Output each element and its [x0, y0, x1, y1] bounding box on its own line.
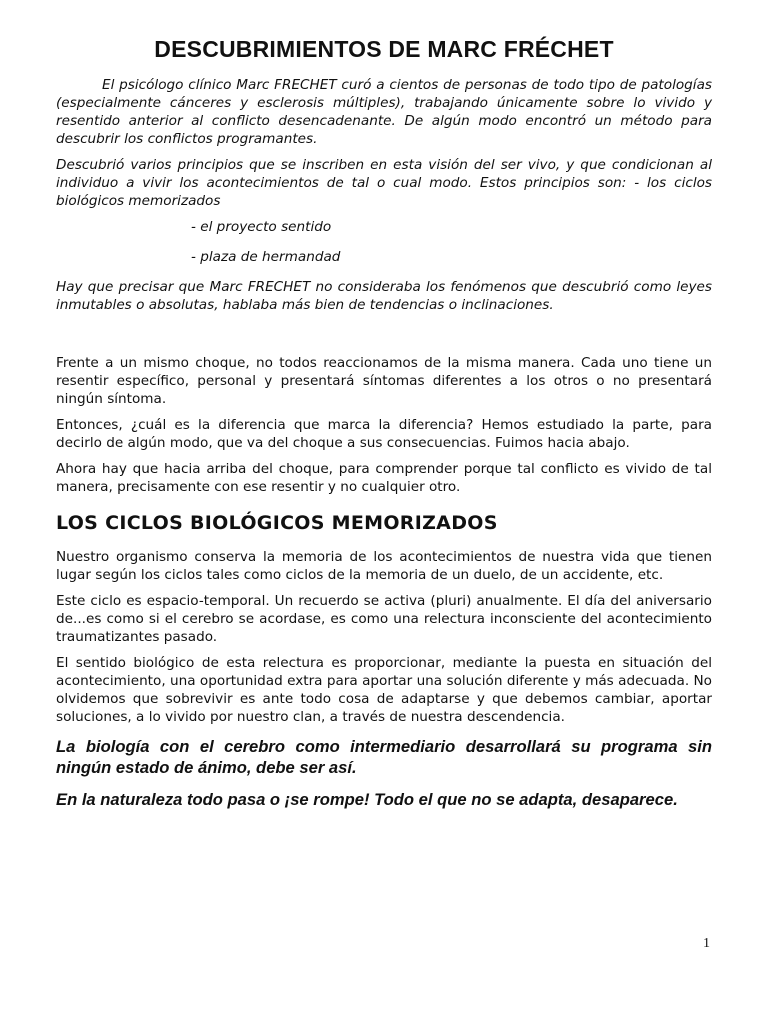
section-paragraph-3: El sentido biológico de esta relectura es proporcionar, mediante la puesta en situación del acontecimiento, una oportunidad extra para aportar una solución diferente y más adecuada. No olvidemos que sobrevivir es ante todo cosa de adaptarse y que debemos cambiar, aportar soluciones, a lo vivido por nuestro clan, a través de nuestra descendencia. — [56, 655, 712, 725]
body-paragraph-2: Entonces, ¿cuál es la diferencia que marca la diferencia? Hemos estudiado la parte, para decirlo de algún modo, que va del choque a sus consecuencias. Fuimos hacia abajo. — [56, 417, 712, 451]
section-paragraph-2: Este ciclo es espacio-temporal. Un recuerdo se activa (pluri) anualmente. El día del aniversario de...es como si el cerebro se acordase, es como una relectura inconsciente del acontecimiento traumatizantes pasado. — [56, 593, 712, 645]
section-heading: LOS CICLOS BIOLÓGICOS MEMORIZADOS — [56, 512, 498, 534]
page-title: DESCUBRIMIENTOS DE MARC FRÉCHET — [154, 36, 614, 62]
section-paragraph-1: Nuestro organismo conserva la memoria de los acontecimientos de nuestra vida que tienen lugar según los ciclos tales como ciclos de la memoria de un duelo, de un accidente, etc. — [56, 549, 712, 583]
emphasis-paragraph-1: La biología con el cerebro como intermediario desarrollará su programa sin ningún estado de ánimo, debe ser así. — [56, 737, 712, 777]
intro-paragraph-1: El psicólogo clínico Marc FRECHET curó a cientos de personas de todo tipo de patologías (especialmente cánceres y esclerosis múltiples), trabajando únicamente sobre lo vivido y resentido anterior al conflicto desencadenante. De algún modo encontró un método para descubrir los conflictos programantes. — [56, 77, 712, 147]
intro-paragraph-3: Hay que precisar que Marc FRECHET no consideraba los fenómenos que descubrió como leyes inmutables o absolutas, hablaba más bien de tendencias o inclinaciones. — [56, 279, 712, 313]
body-paragraph-1: Frente a un mismo choque, no todos reaccionamos de la misma manera. Cada uno tiene un resentir específico, personal y presentará síntomas diferentes a los otros o no presentará ningún síntoma. — [56, 355, 712, 407]
document-content — [56, 34, 712, 810]
page-number: 1 — [703, 936, 710, 951]
body-paragraph-3: Ahora hay que hacia arriba del choque, para comprender porque tal conflicto es vivido de tal manera, precisamente con ese resentir y no cualquier otro. — [56, 461, 712, 495]
principle-item-proyecto-sentido: - el proyecto sentido — [191, 219, 332, 235]
emphasis-paragraph-2: En la naturaleza todo pasa o ¡se rompe! Todo el que no se adapta, desaparece. — [56, 790, 678, 809]
intro-paragraph-2: Descubrió varios principios que se inscriben en esta visión del ser vivo, y que condicionan al individuo a vivir los acontecimientos de tal o cual modo. Estos principios son: - los ciclos biológicos memorizados — [56, 157, 712, 209]
section-spacer — [56, 314, 712, 354]
principle-item-plaza-hermandad: - plaza de hermandad — [191, 249, 341, 265]
